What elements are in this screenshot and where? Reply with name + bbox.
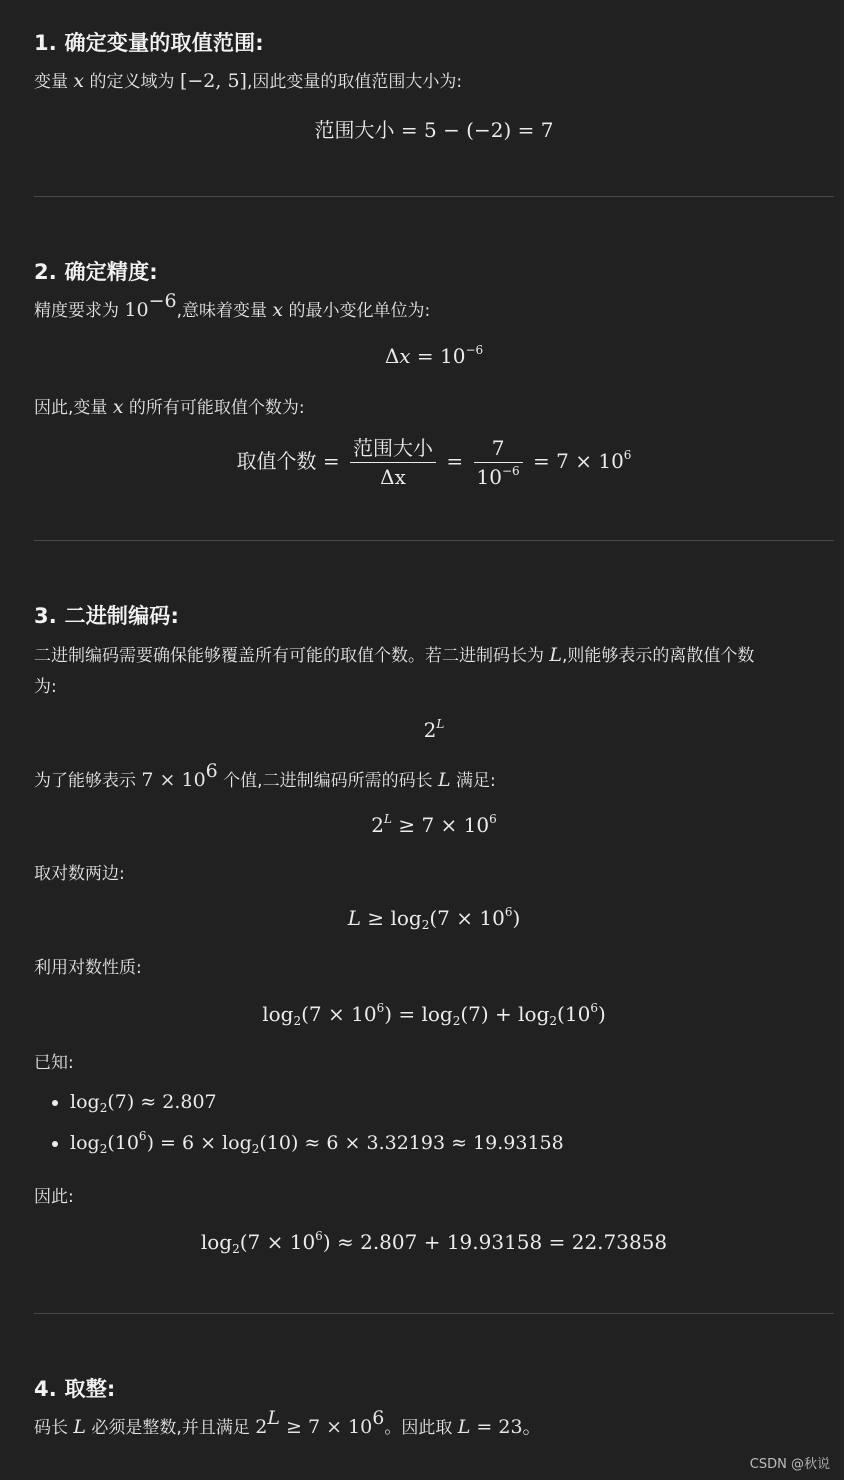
section-2-heading: 2. 确定精度: — [34, 260, 158, 284]
log-property-equation: $\log_2(7 \times 10^6) = \log_2(7) + \log_2(10^6)$ — [262, 1001, 606, 1028]
section-3-paragraph-1: 二进制编码需要确保能够覆盖所有可能的取值个数。若二进制码长为 L,则能够表示的离散值个数 为: — [34, 644, 755, 697]
delta-x-equation: $\Delta x = 10^{-6}$ — [384, 343, 484, 368]
fraction-seven-over-precision: $\frac{7}{10^{-6}}$ — [474, 434, 523, 491]
section-4-heading: 4. 取整: — [34, 1377, 116, 1401]
list-item: • $\log_2(10^6) = 6 \times \log_2(10) \approx 6 \times 3.32193 \approx 19.93158$ — [70, 1123, 564, 1164]
section-3-paragraph-2: 为了能够表示 $7 \times 10^6$ 个值,二进制编码所需的码长 L 满足: — [34, 760, 496, 791]
section-3-paragraph-5: 已知: — [34, 1053, 74, 1073]
section-4-paragraph: 码长 L 必须是整数,并且满足 $2^L \ge 7 \times 10^6$。因此取 L = 23。 — [34, 1407, 542, 1438]
section-3-paragraph-6: 因此: — [34, 1187, 74, 1207]
csdn-watermark: CSDN @秋说 — [749, 1457, 830, 1472]
log-inequality-equation: $L \ge \log_2(7 \times 10^6)$ — [347, 905, 521, 932]
section-divider — [34, 1313, 834, 1314]
inequality-equation: $2^L \ge 7 \times 10^6$ — [371, 812, 497, 837]
known-values-list — [34, 1082, 564, 1164]
section-3-heading: 3. 二进制编码: — [34, 604, 180, 628]
final-log-equation: $\log_2(7 \times 10^6) \approx 2.807 + 19.93158 = 22.73858$ — [200, 1229, 668, 1256]
value-count-equation: 取值个数 = $\frac{\text{范围大小}}{\Delta x}$ = $\frac{7}{10^{-6}}$ = $7 \times 10^6$ — [236, 436, 632, 489]
list-item: • $\log_2(7) \approx 2.807$ — [70, 1082, 564, 1123]
domain-interval: [−2, 5] — [179, 70, 247, 92]
section-1-heading: 1. 确定变量的取值范围: — [34, 31, 264, 55]
section-1-paragraph: 变量 x 的定义域为 [−2, 5],因此变量的取值范围大小为: — [34, 70, 463, 92]
section-divider — [34, 540, 834, 541]
two-power-L: $2^L$ — [423, 717, 445, 742]
section-divider — [34, 196, 834, 197]
section-2-paragraph-2: 因此,变量 x 的所有可能取值个数为: — [34, 396, 305, 418]
section-3-paragraph-4: 利用对数性质: — [34, 958, 142, 978]
fraction-range-over-delta: $\frac{\text{范围大小}}{\Delta x}$ — [350, 434, 436, 491]
range-size-equation: 范围大小 = 5 − (−2) = 7 — [314, 118, 554, 142]
section-2-paragraph-1: 精度要求为 $10^{-6}$,意味着变量 x 的最小变化单位为: — [34, 290, 431, 321]
section-3-paragraph-3: 取对数两边: — [34, 864, 125, 884]
var-x: x — [73, 70, 85, 92]
